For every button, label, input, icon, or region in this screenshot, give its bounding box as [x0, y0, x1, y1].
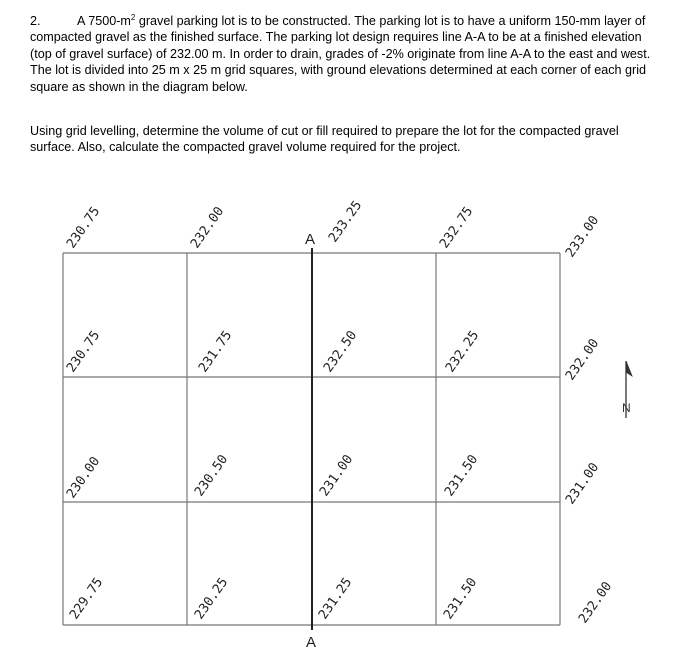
elevation-r3c1: 230.25: [191, 575, 232, 623]
elevation-r3c2: 231.25: [315, 575, 356, 623]
elevation-r0c2: 233.25: [325, 198, 366, 246]
elevation-r1c3: 232.25: [442, 328, 483, 376]
elevation-r2c4: 231.00: [562, 460, 603, 508]
elevation-r2c1: 230.50: [191, 452, 232, 500]
elevation-r1c4: 232.00: [562, 336, 603, 384]
problem-text-a: A 7500-m: [77, 14, 131, 28]
elevation-r0c0: 230.75: [63, 204, 104, 252]
superscript-2: 2: [130, 12, 136, 22]
line-a-label-top: A: [305, 231, 316, 248]
elevation-r3c0: 229.75: [66, 575, 107, 623]
elevation-r0c3: 232.75: [436, 204, 477, 252]
elevation-r2c2: 231.00: [316, 452, 357, 500]
elevation-r3c4: 232.00: [575, 579, 616, 627]
elevation-r2c3: 231.50: [441, 452, 482, 500]
elevation-r2c0: 230.00: [63, 454, 104, 502]
problem-number: 2.: [30, 14, 41, 28]
elevation-r0c4: 233.00: [562, 213, 603, 261]
problem-paragraph-2: Using grid levelling, determine the volume of cut or fill required to prepare the lot for the compacted gravel surface. Also, calculate the compacted gravel volume required for the project.: [30, 124, 619, 155]
elevation-r3c3: 231.50: [440, 575, 481, 623]
elevation-r1c2: 232.50: [320, 328, 361, 376]
problem-text-b: gravel parking lot is to be constructed. The parking lot is to have a uniform 150-mm layer of compacted gravel as the finished surface. The parking lot design requires line A-A to be at a finished elevation (top of gravel surface) of 232.00 m. In order to drain, grades of -2% originate from line A-A to the east and west. The lot is divided into 25 m x 25 m grid squares, with ground elevations determined at each corner of each grid square as shown in the diagram below.: [30, 14, 651, 94]
grid-lines: [63, 248, 560, 630]
elevation-r0c1: 232.00: [187, 204, 228, 252]
elevation-r1c1: 231.75: [195, 328, 236, 376]
north-label: N: [622, 401, 631, 415]
elevation-r1c0: 230.75: [63, 328, 104, 376]
line-a-label-bottom: A: [306, 634, 317, 651]
